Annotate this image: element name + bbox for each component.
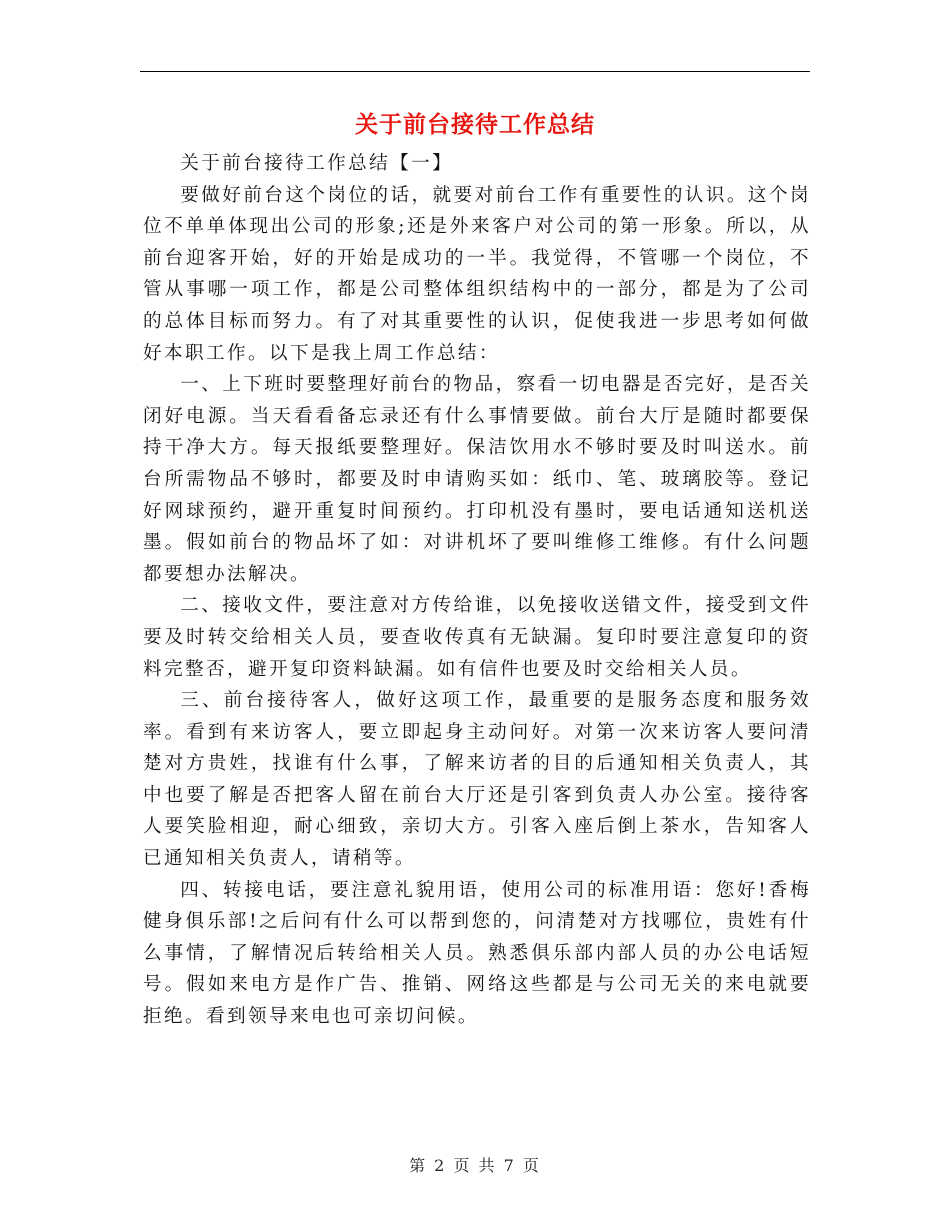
document-body	[143, 148, 811, 1033]
paragraph-three: 三、前台接待客人，做好这项工作，最重要的是服务态度和服务效率。看到有来访客人，要立即起身主动问好。对第一次来访客人要问清楚对方贵姓，找谁有什么事，了解来访者的目的后通知相关负责人，其中也要了解是否把客人留在前台大厅还是引客到负责人办公室。接待客人要笑脸相迎，耐心细致，亲切大方。引客入座后倒上茶水，告知客人已通知相关负责人，请稍等。	[143, 690, 811, 870]
paragraph-four: 四、转接电话，要注意礼貌用语，使用公司的标准用语：您好!香梅健身俱乐部!之后问有什么可以帮到您的，问清楚对方找哪位，贵姓有什么事情，了解情况后转给相关人员。熟悉俱乐部内部人员的办公电话短号。假如来电方是作广告、推销、网络这些都是与公司无关的来电就要拒绝。看到领导来电也可亲切问候。	[143, 879, 811, 1028]
footer-current-page: 2	[434, 1156, 447, 1175]
paragraph-intro: 要做好前台这个岗位的话，就要对前台工作有重要性的认识。这个岗位不单单体现出公司的形象;还是外来客户对公司的第一形象。所以，从前台迎客开始，好的开始是成功的一半。我觉得，不管哪一个岗位，不管从事哪一项工作，都是公司整体组织结构中的一部分，都是为了公司的总体目标而努力。有了对其重要性的认识，促使我进一步思考如何做好本职工作。以下是我上周工作总结：	[143, 184, 811, 364]
paragraph-two: 二、接收文件，要注意对方传给谁，以免接收送错文件，接受到文件要及时转交给相关人员，要查收传真有无缺漏。复印时要注意复印的资料完整否，避开复印资料缺漏。如有信件也要及时交给相关人员。	[143, 595, 811, 680]
document-title: 关于前台接待工作总结	[355, 111, 595, 138]
footer-prefix: 第	[409, 1156, 428, 1175]
paragraph-one: 一、上下班时要整理好前台的物品，察看一切电器是否完好，是否关闭好电源。当天看看备忘录还有什么事情要做。前台大厅是随时都要保持干净大方。每天报纸要整理好。保洁饮用水不够时要及时叫送水。前台所需物品不够时，都要及时申请购买如：纸巾、笔、玻璃胶等。登记好网球预约，避开重复时间预约。打印机没有墨时，要电话通知送机送墨。假如前台的物品坏了如：对讲机坏了要叫维修工维修。有什么问题都要想办法解决。	[143, 374, 811, 585]
header-rule	[140, 71, 810, 72]
section-heading: 关于前台接待工作总结【一】	[180, 153, 454, 174]
page-number-footer	[0, 1153, 950, 1176]
footer-total-pages: 7	[503, 1156, 516, 1175]
footer-suffix: 页	[522, 1156, 541, 1175]
footer-middle: 页 共	[453, 1156, 497, 1175]
